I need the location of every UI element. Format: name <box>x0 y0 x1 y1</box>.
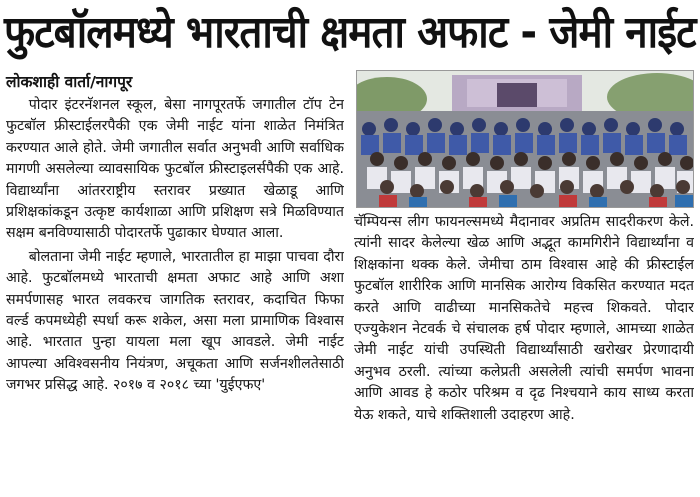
paragraph-3: चॅम्पियन्स लीग फायनल्समध्ये मैदानावर अप्रतिम सादरीकरण केले. त्यांनी सादर केलेल्या खेळ आणि अद्भूत कामगिरीने विद्यार्थ्यांना व शिक्षकांना थक्क केले. जेमीचा ठाम विश्वास आहे की फ्रीस्टाईल फुटबॉल शारीरिक आणि मानसिक आरोग्य विकसित करण्यात मदत करते आणि वाढीच्या मानसिकतेचे महत्त्व शिकवते. पोदार एज्युकेशन नेटवर्क चे संचालक हर्ष पोदार म्हणाले, आमच्या शाळेत जेमी नाईट यांची उपस्थिती विद्यार्थ्यांसाठी खरोखर प्रेरणादायी अनुभव ठरली. त्यांच्या कलेप्रती असलेली त्यांची समर्पण भावना आणि आवड हे कठोर परिश्रम व दृढ निश्चयाने काय साध्य करता येऊ शकते, याचे शक्तिशाली उदाहरण आहे. <box>354 214 694 423</box>
paragraph-1: पोदार इंटरनॅशनल स्कूल, बेसा नागपूरतर्फे जगातील टॉप टेन फुटबॉल फ्रीस्टाईलरपैकी एक जेमी नाईट यांना शाळेत निमंत्रित करण्यात आले होते. जेमी जगातील सर्वात अनुभवी आणि सर्वाधिक मागणी असलेल्या व्यावसायिक फुटबॉल फ्रीस्टाइलर्सपैकी एक आहे. विद्यार्थ्यांना आंतरराष्ट्रीय स्तरावर प्रख्यात खेळाडू आणि प्रशिक्षकांकडून उत्कृष्ट कार्यशाळा आणि प्रशिक्षण सत्रे मिळविण्यात सक्षम बनविण्यासाठी पोदारतर्फे पुढाकार घेण्यात आला. <box>6 97 344 242</box>
group-photo <box>356 70 694 208</box>
headline: फुटबॉलमध्ये भारताची क्षमता अफाट - जेमी नाईट <box>4 7 696 58</box>
article-column-right <box>354 212 694 495</box>
dateline: लोकशाही वार्ता/नागपूर <box>6 73 133 91</box>
paragraph-2: बोलताना जेमी नाईट म्हणाले, भारतातील हा माझा पाचवा दौरा आहे. फुटबॉलमध्ये भारताची क्षमता अफाट आहे आणि अशा समर्पणासह भारत लवकरच जागतिक स्तरावर, कदाचित फिफा वर्ल्ड कपमध्येही स्पर्धा करू शकेल, असा मला प्रामाणिक विश्वास आहे. भारतात पुन्हा यायला मला खूप आवडले. जेमी नाईट आपल्या अविश्वसनीय नियंत्रण, अचूकता आणि सर्जनशीलतेसाठी जगभर प्रसिद्ध आहे. २०१७ व २०१८ च्या 'युईएफए' <box>6 248 344 394</box>
group-photo-image <box>357 71 694 208</box>
article-column-left <box>6 95 344 495</box>
